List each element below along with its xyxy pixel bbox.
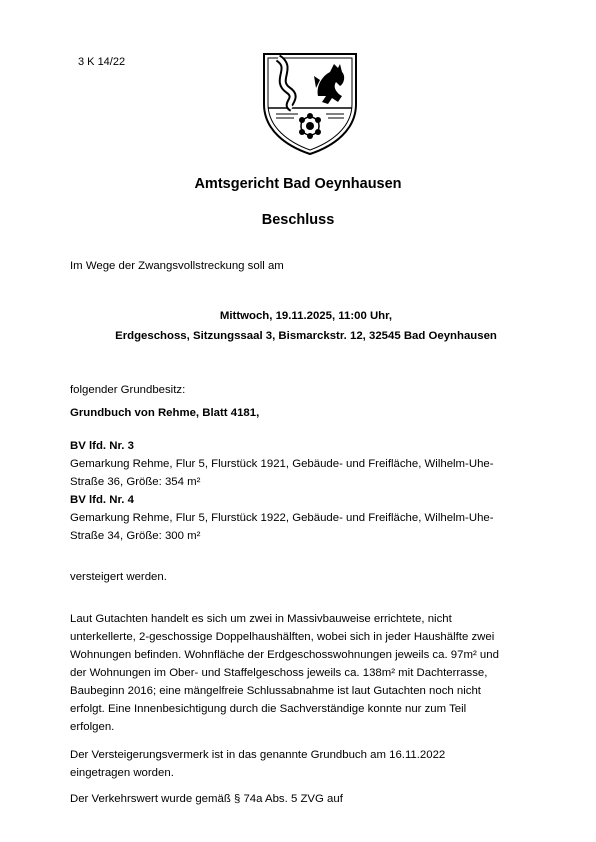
paragraph-line: eingetragen worden. [70,767,174,779]
bv-line: Gemarkung Rehme, Flur 5, Flurstück 1921, Gebäude- und Freifläche, Wilhelm-Uhe- [70,458,494,470]
bv-list [70,437,540,545]
paragraph-line: der Wohnungen im Ober- und Staffelgeschoss jeweils ca. 138m² mit Dachterrasse, [70,667,488,679]
aktenzeichen: 3 K 14/22 [78,56,126,68]
court-name: Amtsgericht Bad Oeynhausen [194,176,402,192]
bv-line: Gemarkung Rehme, Flur 5, Flurstück 1922, Gebäude- und Freifläche, Wilhelm-Uhe- [70,512,494,524]
paragraph-line: Baubeginn 2016; eine mängelfreie Schlussabnahme ist laut Gutachten noch nicht [70,685,481,697]
grundbuch-reference: Grundbuch von Rehme, Blatt 4181, [70,407,260,419]
bv-line: Straße 34, Größe: 300 m² [70,530,201,542]
bv-heading: BV lfd. Nr. 4 [70,494,134,506]
gutachten-paragraph [70,610,540,736]
vermerk-paragraph [70,746,540,782]
bv-heading: BV lfd. Nr. 3 [70,440,134,452]
paragraph-line: Wohnungen befinden. Wohnfläche der Erdgeschosswohnungen jeweils ca. 97m² und [70,649,499,661]
bv-line: Straße 36, Größe: 354 m² [70,476,201,488]
termin-location: Erdgeschoss, Sitzungssaal 3, Bismarckstr. 12, 32545 Bad Oeynhausen [115,330,497,342]
paragraph-line: erfolgt. Eine Innenbesichtigung durch die Sachverständige konnte nur zum Teil [70,703,467,715]
verkehrswert-text: Der Verkehrswert wurde gemäß § 74a Abs. 5 ZVG auf [70,793,343,805]
paragraph-line: Der Versteigerungsvermerk ist in das genannte Grundbuch am 16.11.2022 [70,749,446,761]
paragraph-line: erfolgen. [70,721,115,733]
grundbesitz-label: folgender Grundbesitz: [70,384,186,396]
bv-item [70,437,540,491]
paragraph-line: unterkellerte, 2-geschossige Doppelhaushälften, wobei sich in jeder Haushälfte zwei [70,631,495,643]
intro-text: Im Wege der Zwangsvollstreckung soll am [70,260,284,272]
bv-item [70,491,540,545]
paragraph-line: Laut Gutachten handelt es sich um zwei in Massivbauweise errichtete, nicht [70,613,452,625]
termin-datetime: Mittwoch, 19.11.2025, 11:00 Uhr, [219,310,393,322]
document-title: Beschluss [261,212,335,228]
versteigert-text: versteigert werden. [70,571,167,583]
nrw-coat-of-arms-icon [258,46,362,156]
termin-block [0,306,596,346]
